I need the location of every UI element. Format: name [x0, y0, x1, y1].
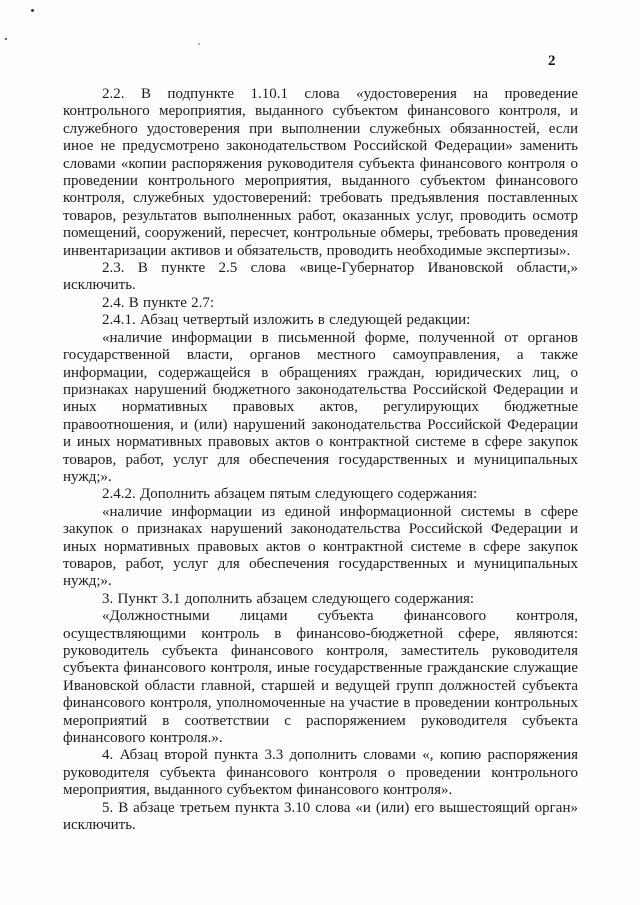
scan-speck-artifact	[5, 38, 7, 40]
paragraph-quote-3: «Должностными лицами субъекта финансового контроля, осуществляющими контроль в финансово-бюджетной сфере, являются: руководитель субъекта финансового контроля, заместитель руководителя субъекта финансового контроля, иные государственные гражданские служащие Ивановской области главной, старшей и ведущей групп должностей субъекта финансового контроля, уполномоченные на участие в проведении контрольных мероприятий в соответствии с распоряжением руководителя субъекта финансового контроля.».	[63, 608, 578, 747]
paragraph-2-3: 2.3. В пункте 2.5 слова «вице-Губернатор Ивановской области,» исключить.	[63, 260, 578, 294]
scan-speck-artifact	[198, 43, 200, 45]
paragraph-quote-2-4-1: «наличие информации в письменной форме, полученной от органов государственной власти, органов местного самоуправления, а также информации, содержащейся в обращениях граждан, юридических лиц, о признаках нарушений бюджетного законодательства Российской Федерации и иных нормативных правовых актов, регулирующих бюджетные правоотношения, и (или) нарушений законодательства Российской Федерации и иных нормативных правовых актов о контрактной системе в сфере закупок товаров, работ, услуг для обеспечения государственных и муниципальных нужд;».	[63, 329, 578, 485]
paragraph-3: 3. Пункт 3.1 дополнить абзацем следующего содержания:	[102, 590, 475, 607]
paragraph-5: 5. В абзаце третьем пункта 3.10 слова «и (или) его вышестоящий орган» исключить.	[63, 799, 578, 834]
paragraph-2-4-2: 2.4.2. Дополнить абзацем пятым следующего содержания:	[102, 486, 478, 503]
page-number: 2	[548, 53, 556, 69]
paragraph-2-4: 2.4. В пункте 2.7:	[102, 294, 215, 311]
scan-speck-artifact	[31, 9, 34, 12]
paragraph-2-2: 2.2. В подпункте 1.10.1 слова «удостоверения на проведение контрольного мероприятия, выданного субъектом финансового контроля, и служебного удостоверения при выполнении служебных обязанностей, если иное не предусмотрено законодательством Российской Федерации» заменить словами «копии распоряжения руководителя субъекта финансового контроля о проведении контрольного мероприятия, выданного субъектом финансового контроля, служебных удостоверений: требовать предъявления поставленных товаров, результатов выполненных работ, оказанных услуг, проводить осмотр помещений, сооружений, пересчет, контрольные обмеры, требовать проведения инвентаризации активов и обязательств, проводить необходимые экспертизы».	[63, 86, 578, 259]
paragraph-2-4-1: 2.4.1. Абзац четвертый изложить в следующей редакции:	[102, 312, 471, 329]
paragraph-quote-2-4-2: «наличие информации из единой информационной системы в сфере закупок о признаках нарушений законодательства Российской Федерации и иных нормативных правовых актов о контрактной системе в сфере закупок товаров, работ, услуг для обеспечения государственных и муниципальных нужд;».	[63, 503, 578, 590]
paragraph-4: 4. Абзац второй пункта 3.3 дополнить словами «, копию распоряжения руководителя субъекта финансового контроля о проведении контрольного мероприятия, выданного субъектом финансового контроля».	[63, 747, 578, 799]
document-body	[63, 86, 578, 834]
